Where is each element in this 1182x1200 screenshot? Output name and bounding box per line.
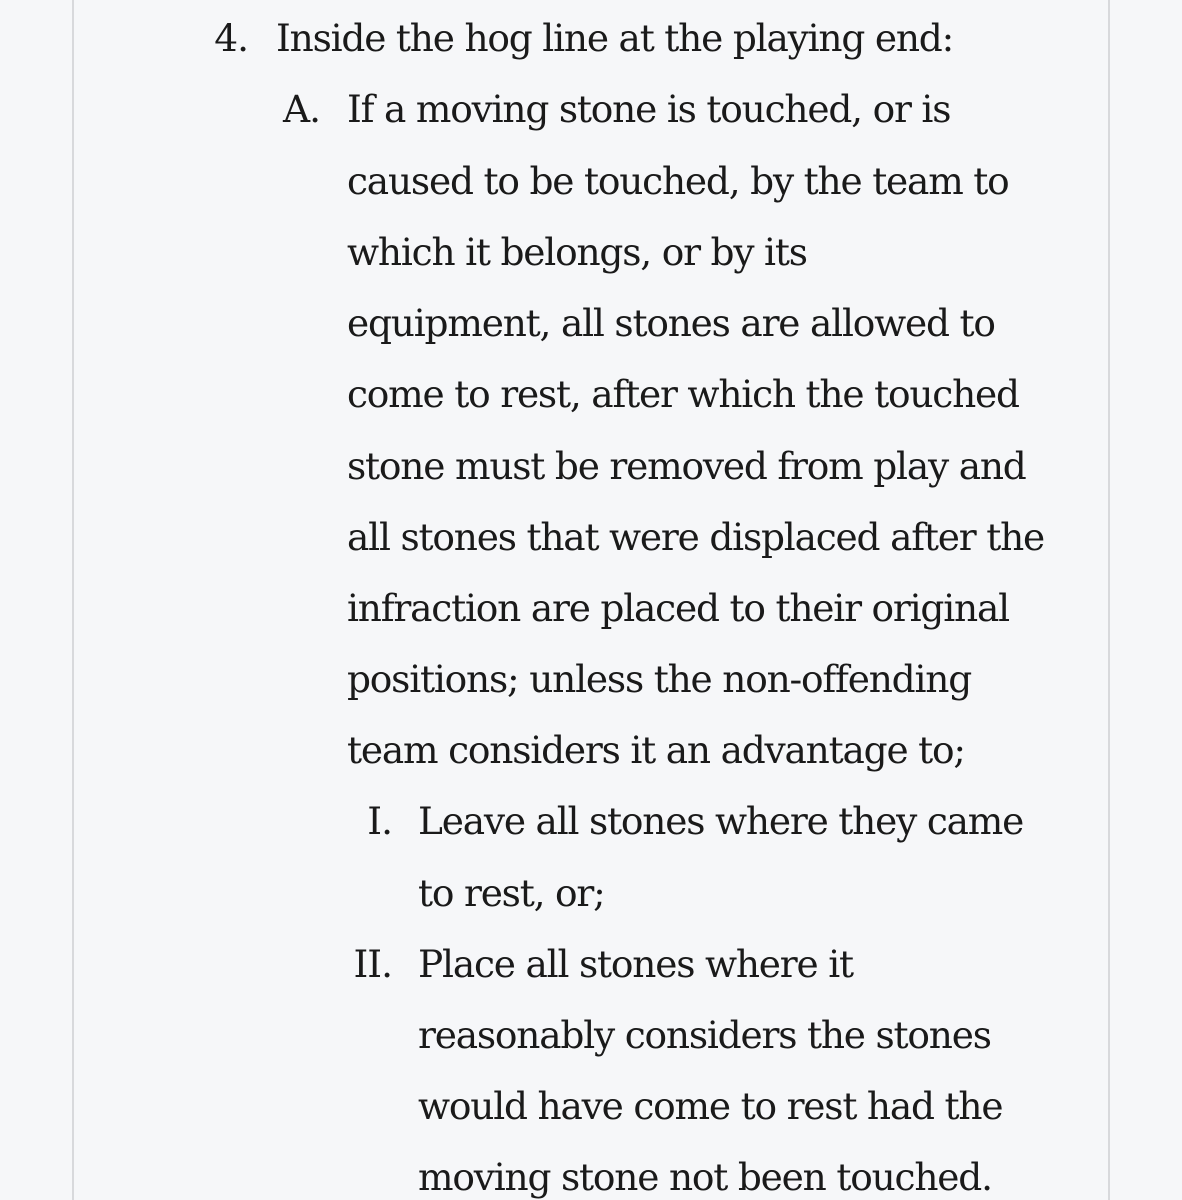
left-margin-rule xyxy=(72,0,74,1200)
item-4-line-1: Inside the hog line at the playing end: xyxy=(276,16,954,60)
item-a-line-3: which it belongs, or by its xyxy=(347,230,807,274)
item-i-line-2: to rest, or; xyxy=(418,871,605,915)
item-a-line-1: If a moving stone is touched, or is xyxy=(347,87,951,131)
list-marker-a: A. xyxy=(282,87,320,131)
list-marker-i: I. xyxy=(367,799,392,843)
item-i-line-1: Leave all stones where they came xyxy=(418,799,1024,843)
list-marker-ii: II. xyxy=(353,942,392,986)
item-ii-line-4: moving stone not been touched. xyxy=(418,1155,992,1199)
list-marker-4: 4. xyxy=(214,16,248,60)
item-a-line-5: come to rest, after which the touched xyxy=(347,372,1019,416)
item-a-line-8: infraction are placed to their original xyxy=(347,586,1009,630)
right-margin-rule xyxy=(1108,0,1110,1200)
item-ii-line-2: reasonably considers the stones xyxy=(418,1013,991,1057)
item-ii-line-1: Place all stones where it xyxy=(418,942,853,986)
item-a-line-4: equipment, all stones are allowed to xyxy=(347,301,995,345)
item-a-line-10: team considers it an advantage to; xyxy=(347,728,965,772)
item-ii-line-3: would have come to rest had the xyxy=(418,1084,1003,1128)
item-a-line-2: caused to be touched, by the team to xyxy=(347,159,1009,203)
item-a-line-9: positions; unless the non-offending xyxy=(347,657,972,701)
item-a-line-7: all stones that were displaced after the xyxy=(347,515,1045,559)
item-a-line-6: stone must be removed from play and xyxy=(347,444,1026,488)
